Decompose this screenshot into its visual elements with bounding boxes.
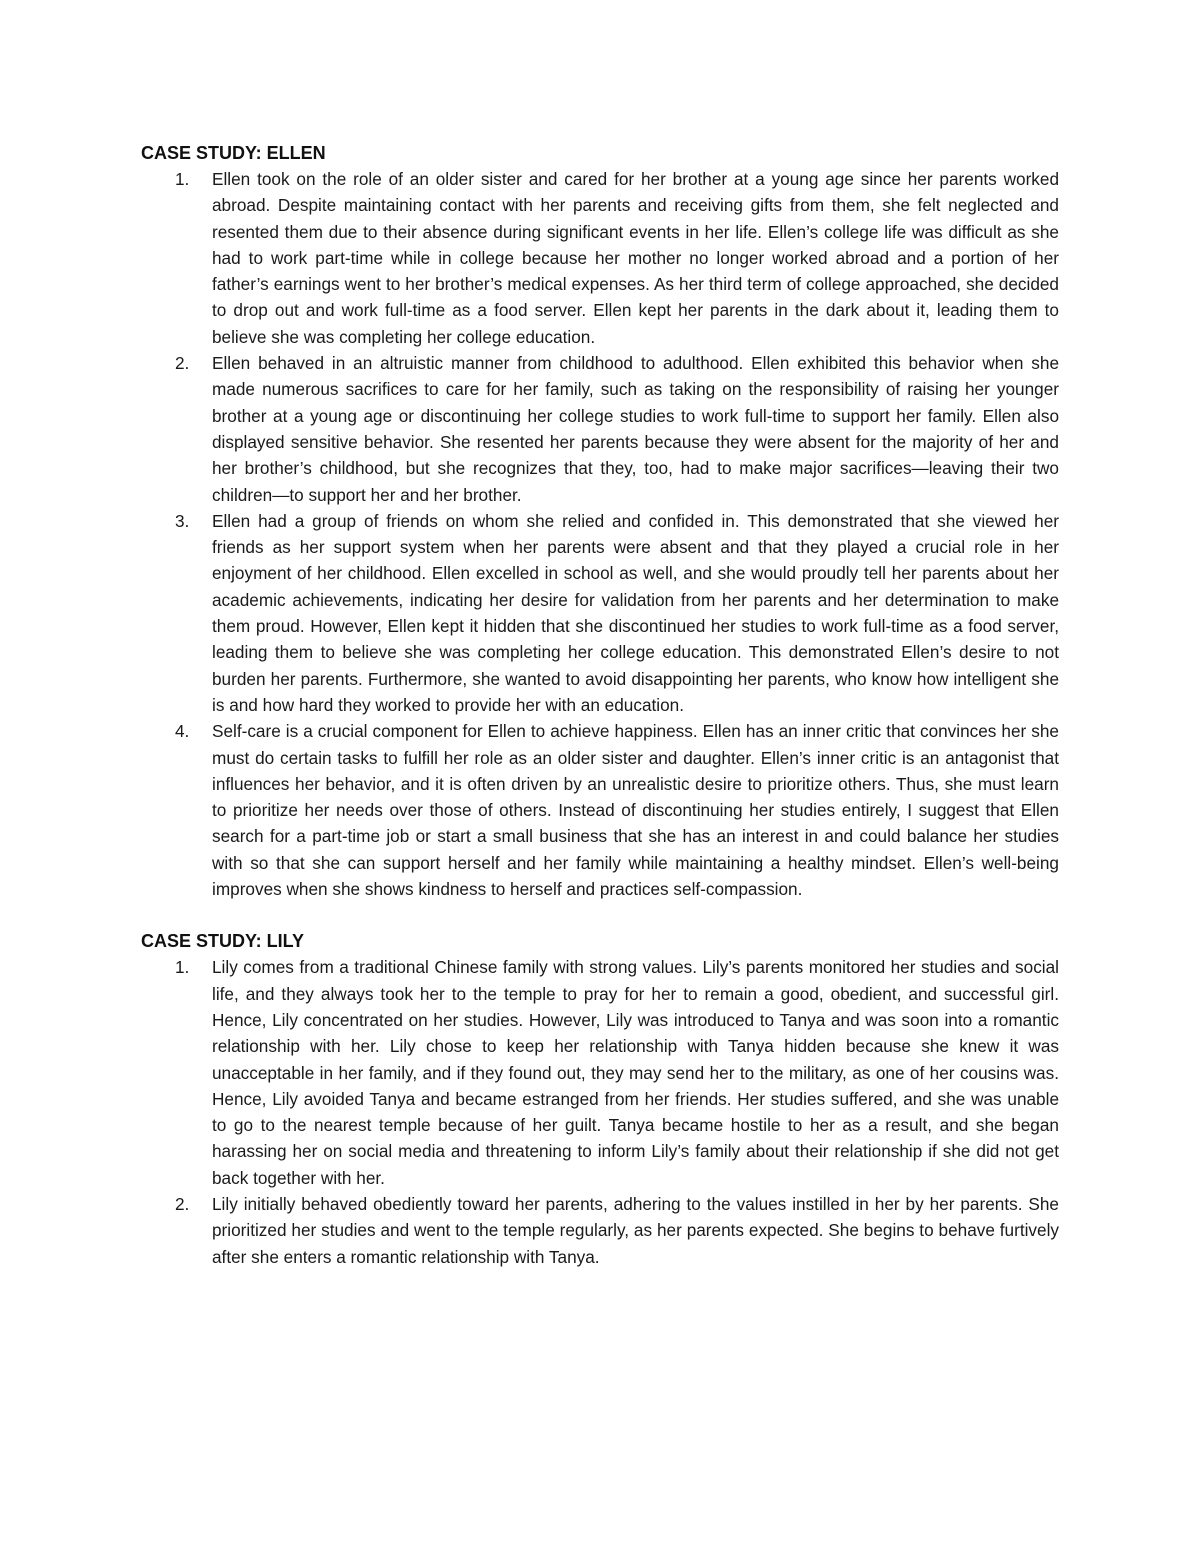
list-number: 2. [175, 353, 190, 374]
list-item [141, 508, 1059, 718]
section-title: CASE STUDY: ELLEN [141, 143, 326, 163]
list-number: 1. [175, 957, 190, 978]
list-number: 1. [175, 169, 190, 189]
section-title: CASE STUDY: LILY [141, 931, 305, 952]
list-number: 3. [175, 510, 190, 531]
list-item-text: Lily initially behaved obediently toward her parents, adhering to the values instilled in her by her parents. She prioritized her studies and went to the temple regularly, as her parents expected. She begins to behave furtively after she enters a romantic relationship with Tanya. [212, 1193, 1059, 1267]
list-item [141, 954, 1059, 1191]
case-study-ellen [141, 140, 1059, 902]
document-page [141, 140, 1059, 1270]
numbered-list [141, 166, 1059, 902]
list-item [141, 1191, 1059, 1270]
list-item-text: Ellen took on the role of an older sister and cared for her brother at a young age since her parents worked abroad. Despite maintaining contact with her parents and receiving gifts from them, she felt neglected and resented them due to their absence during significant events in her life. Ellen’s college life was difficult as she had to work part-time while in college because her mother no longer worked abroad and a portion of her father’s earnings went to her brother’s medical expenses. As her third term of college approached, she decided to drop out and work full-time as a food server. Ellen kept her parents in the dark about it, leading them to believe she was completing her college education. [212, 169, 1059, 347]
list-item-text: Ellen behaved in an altruistic manner from childhood to adulthood. Ellen exhibited this behavior when she made numerous sacrifices to care for her family, such as taking on the responsibility of raising her younger brother at a young age or discontinuing her college studies to work full-time to support her family. Ellen also displayed sensitive behavior. She resented her parents because they were absent for the majority of her and her brother’s childhood, but she recognizes that they, too, had to make major sacrifices—leaving their two children—to support her and her brother. [212, 353, 1059, 505]
list-number: 2. [175, 1193, 190, 1214]
list-item-text: Lily comes from a traditional Chinese family with strong values. Lily’s parents monitored her studies and social life, and they always took her to the temple to pray for her to remain a good, obedient, and successful girl. Hence, Lily concentrated on her studies. However, Lily was introduced to Tanya and was soon into a romantic relationship with her. Lily chose to keep her relationship with Tanya hidden because she knew it was unacceptable in her family, and if they found out, they may send her to the military, as one of her cousins was. Hence, Lily avoided Tanya and became estranged from her friends. Her studies suffered, and she was unable to go to the nearest temple because of her guilt. Tanya became hostile to her as a result, and she began harassing her on social media and threatening to inform Lily’s family about their relationship if she did not get back together with her. [212, 957, 1059, 1188]
list-item [141, 350, 1059, 508]
case-study-lily [141, 928, 1059, 1270]
numbered-list [141, 954, 1059, 1270]
list-item-text: Self-care is a crucial component for Ellen to achieve happiness. Ellen has an inner critic that convinces her she must do certain tasks to fulfill her role as an older sister and daughter. Ellen’s inner critic is an antagonist that influences her behavior, and it is often driven by an unrealistic desire to prioritize others. Thus, she must learn to prioritize her needs over those of others. Instead of discontinuing her studies entirely, I suggest that Ellen search for a part-time job or start a small business that she has an interest in and could balance her studies with so that she can support herself and her family while maintaining a healthy mindset. Ellen’s well-being improves when she shows kindness to herself and practices self-compassion. [212, 721, 1059, 900]
list-number: 4. [175, 721, 190, 742]
list-item [141, 166, 1059, 350]
list-item-text: Ellen had a group of friends on whom she relied and confided in. This demonstrated that she viewed her friends as her support system when her parents were absent and that they played a crucial role in her enjoyment of her childhood. Ellen excelled in school as well, and she would proudly tell her parents about her academic achievements, indicating her desire for validation from her parents and her determination to make them proud. However, Ellen kept it hidden that she discontinued her studies to work full-time as a food server, leading them to believe she was completing her college education. This demonstrated Ellen’s desire to not burden her parents. Furthermore, she wanted to avoid disappointing her parents, who know how intelligent she is and how hard they worked to provide her with an education. [212, 510, 1059, 715]
list-item [141, 718, 1059, 902]
